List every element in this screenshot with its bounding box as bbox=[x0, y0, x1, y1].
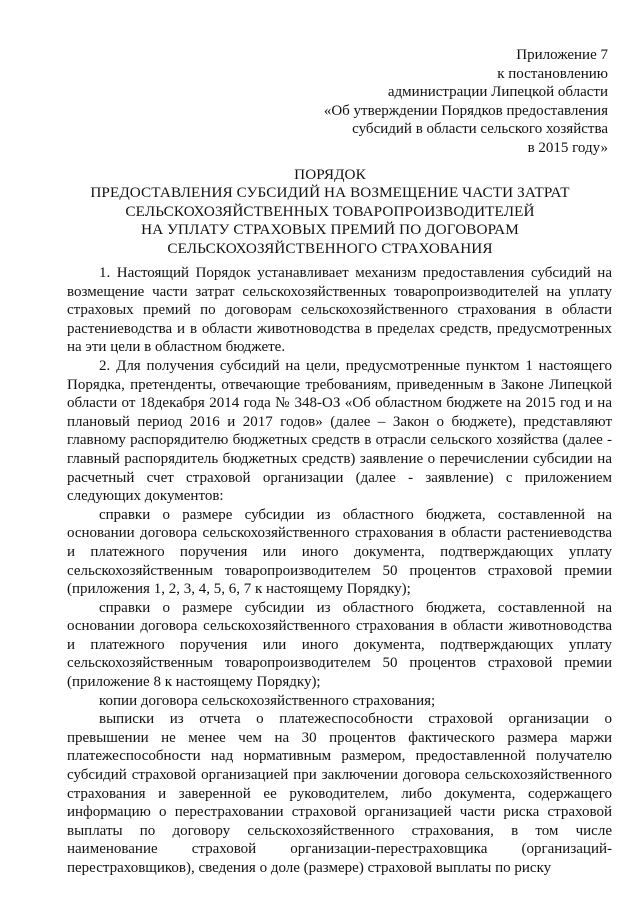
title-line: НА УПЛАТУ СТРАХОВЫХ ПРЕМИЙ ПО ДОГОВОРАМ bbox=[141, 221, 519, 239]
paragraph: 1. Настоящий Порядок устанавливает механизм предоставления субсидий на возмещение части затрат сельскохозяйственных товаропроизводителей на уплату страховых премий по договорам сельскохозяйственного страхования в области растениеводства и в области животноводства в пределах средств, предусмотренных на эти цели в областном бюджете. bbox=[67, 265, 612, 356]
appendix-header bbox=[248, 46, 608, 158]
appendix-line: администрации Липецкой области bbox=[387, 84, 608, 101]
appendix-line: в 2015 году» bbox=[527, 139, 608, 156]
title-line: ПРЕДОСТАВЛЕНИЯ СУБСИДИЙ НА ВОЗМЕЩЕНИЕ ЧАСТИ ЗАТРАТ bbox=[90, 184, 570, 202]
paragraph: справки о размере субсидии из областного бюджета, составленной на основании договора сельскохозяйственного страхования в области животноводства и платежного поручения или иного документа, подтверждающих уплату сельскохозяйственным товаропроизводителем 50 процентов страховой премии (приложение 8 к настоящему Порядку); bbox=[67, 599, 612, 691]
appendix-line: к постановлению bbox=[497, 65, 608, 82]
paragraph: выписки из отчета о платежеспособности страховой организации о превышении не менее чем на 30 процентов фактического размера маржи платежеспособности над нормативным размером, предоставленной получателю субсидий страховой организацией при заключении договора сельскохозяйственного страхования и заверенной ее руководителем, либо документа, содержащего информацию о перестраховании страховой организацией части риска страховой выплаты по договору сельскохозяйственного страхования, в том числе наименование страховой организации-перестраховщика (организаций-перестраховщиков), сведения о доле (размере) страховой выплаты по риску bbox=[67, 711, 612, 876]
paragraph: копии договора сельскохозяйственного страхования; bbox=[99, 692, 436, 709]
document-body bbox=[67, 264, 612, 878]
appendix-line: субсидий в области сельского хозяйства bbox=[352, 121, 608, 138]
paragraph: 2. Для получения субсидий на цели, предусмотренные пунктом 1 настоящего Порядка, претенденты, отвечающие требованиям, приведенным в Законе Липецкой области от 18декабря 2014 года № 348-ОЗ «Об областном бюджете на 2015 год и на плановый период 2016 и 2017 годов» (далее – Закон о бюджете), представляют главному распорядителю бюджетных средств в отрасли сельского хозяйства (далее - главный распорядитель бюджетных средств) заявление о перечислении субсидии на расчетный счет страховой организации (далее - заявление) с приложением следующих документов: bbox=[67, 357, 612, 505]
title-line: СЕЛЬСКОХОЗЯЙСТВЕННЫХ ТОВАРОПРОИЗВОДИТЕЛЕЙ bbox=[125, 202, 535, 220]
paragraph: справки о размере субсидии из областного бюджета, составленной на основании договора сельскохозяйственного страхования в области растениеводства и платежного поручения или иного документа, подтверждающих уплату сельскохозяйственным товаропроизводителем 50 процентов страховой премии (приложения 1, 2, 3, 4, 5, 6, 7 к настоящему Порядку); bbox=[67, 506, 612, 598]
title-line: СЕЛЬСКОХОЗЯЙСТВЕННОГО СТРАХОВАНИЯ bbox=[167, 239, 493, 257]
title-line: ПОРЯДОК bbox=[294, 166, 366, 183]
appendix-line: «Об утверждении Порядков предоставления bbox=[323, 102, 608, 119]
document-title bbox=[40, 166, 620, 258]
appendix-line: Приложение 7 bbox=[516, 47, 608, 63]
